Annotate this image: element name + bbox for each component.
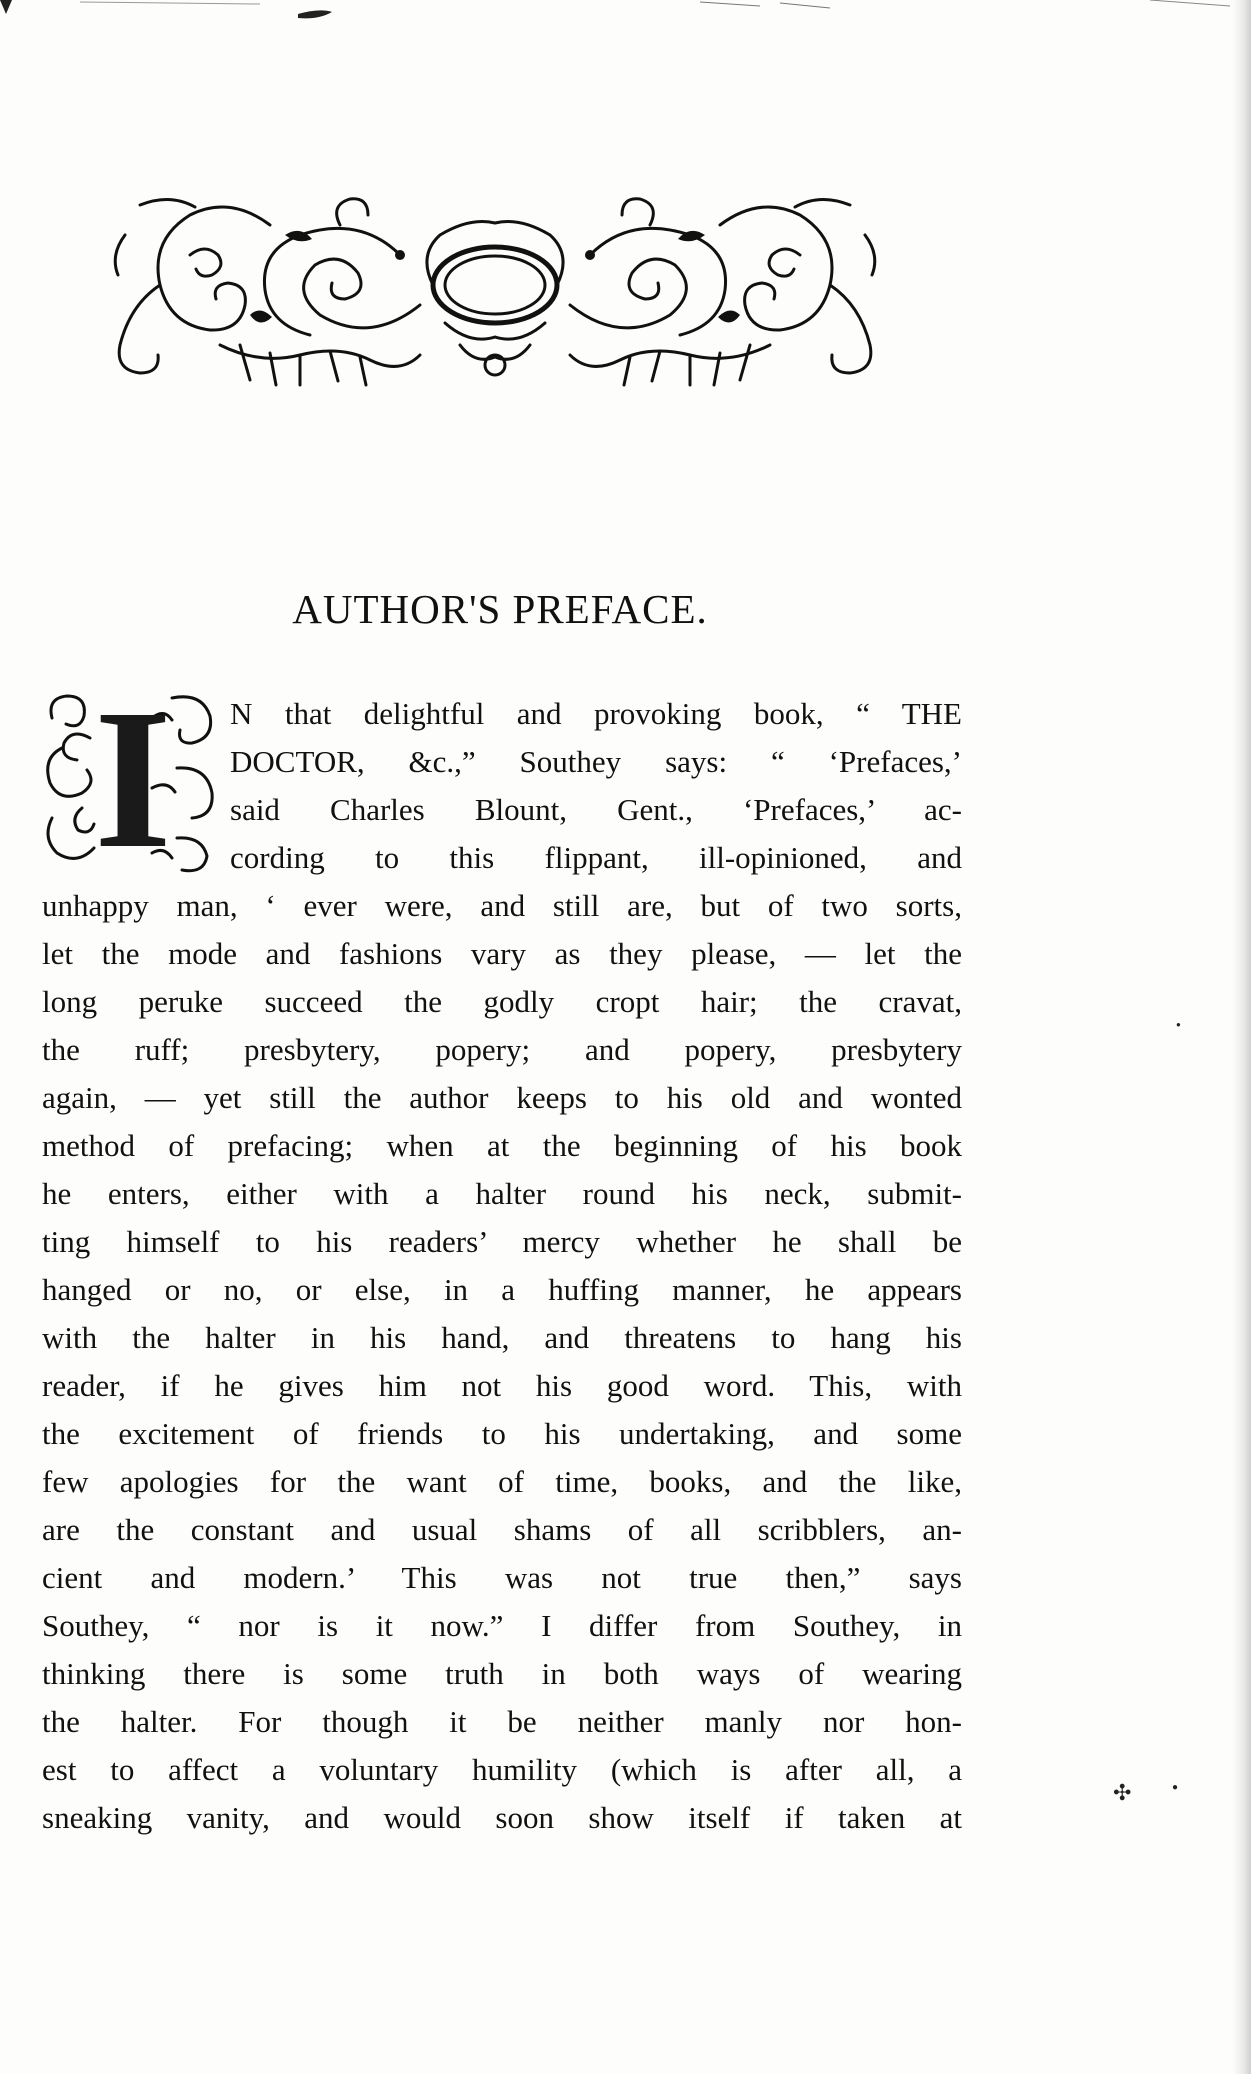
margin-dot: ●: [1176, 1020, 1181, 1029]
text-line: the excitement of friends to his undertaking, and some: [42, 1416, 962, 1451]
text-line: thinking there is some truth in both ways of wearing: [42, 1656, 962, 1691]
text-line: long peruke succeed the godly cropt hair; the cravat,: [42, 984, 962, 1019]
ornamental-headpiece: [100, 195, 890, 395]
page-edge: [1233, 0, 1251, 2074]
text-line: method of prefacing; when at the beginning of his book: [42, 1128, 962, 1163]
text-line: unhappy man, ‘ ever were, and still are, but of two sorts,: [42, 888, 962, 923]
margin-dot: ●: [1172, 1782, 1179, 1793]
text-line: again, — yet still the author keeps to his old and wonted: [42, 1080, 962, 1115]
margin-ink-mark: ✣: [1113, 1780, 1132, 1805]
text-line: cient and modern.’ This was not true then,” says: [42, 1560, 962, 1595]
text-line: he enters, either with a halter round his neck, submit-: [42, 1176, 962, 1211]
text-line: hanged or no, or else, in a huffing manner, he appears: [42, 1272, 962, 1307]
text-line: let the mode and fashions vary as they please, — let the: [42, 936, 962, 971]
text-line: ting himself to his readers’ mercy whether he shall be: [42, 1224, 962, 1259]
text-line: are the constant and usual shams of all scribblers, an-: [42, 1512, 962, 1547]
text-line: N that delightful and provoking book, “ THE: [230, 696, 962, 731]
body-text: [42, 690, 962, 1842]
text-line: reader, if he gives him not his good word. This, with: [42, 1368, 962, 1403]
text-line: said Charles Blount, Gent., ‘Prefaces,’ ac-: [230, 792, 962, 827]
text-line: sneaking vanity, and would soon show itself if taken at: [42, 1800, 962, 1835]
text-line: est to affect a voluntary humility (which is after all, a: [42, 1752, 962, 1787]
text-line: cording to this flippant, ill-opinioned, and: [230, 840, 962, 875]
text-line: DOCTOR, &c.,” Southey says: “ ‘Prefaces,’: [230, 744, 962, 779]
text-line: the halter. For though it be neither manly nor hon-: [42, 1704, 962, 1739]
top-edge-marks: [0, 0, 1251, 26]
text-line: Southey, “ nor is it now.” I differ from Southey, in: [42, 1608, 962, 1643]
text-line: with the halter in his hand, and threatens to hang his: [42, 1320, 962, 1355]
text-line: the ruff; presbytery, popery; and popery, presbytery: [42, 1032, 962, 1067]
drop-cap-letter: I: [94, 669, 172, 890]
page-title: AUTHOR'S PREFACE.: [292, 586, 708, 632]
text-line: few apologies for the want of time, books, and the like,: [42, 1464, 962, 1499]
